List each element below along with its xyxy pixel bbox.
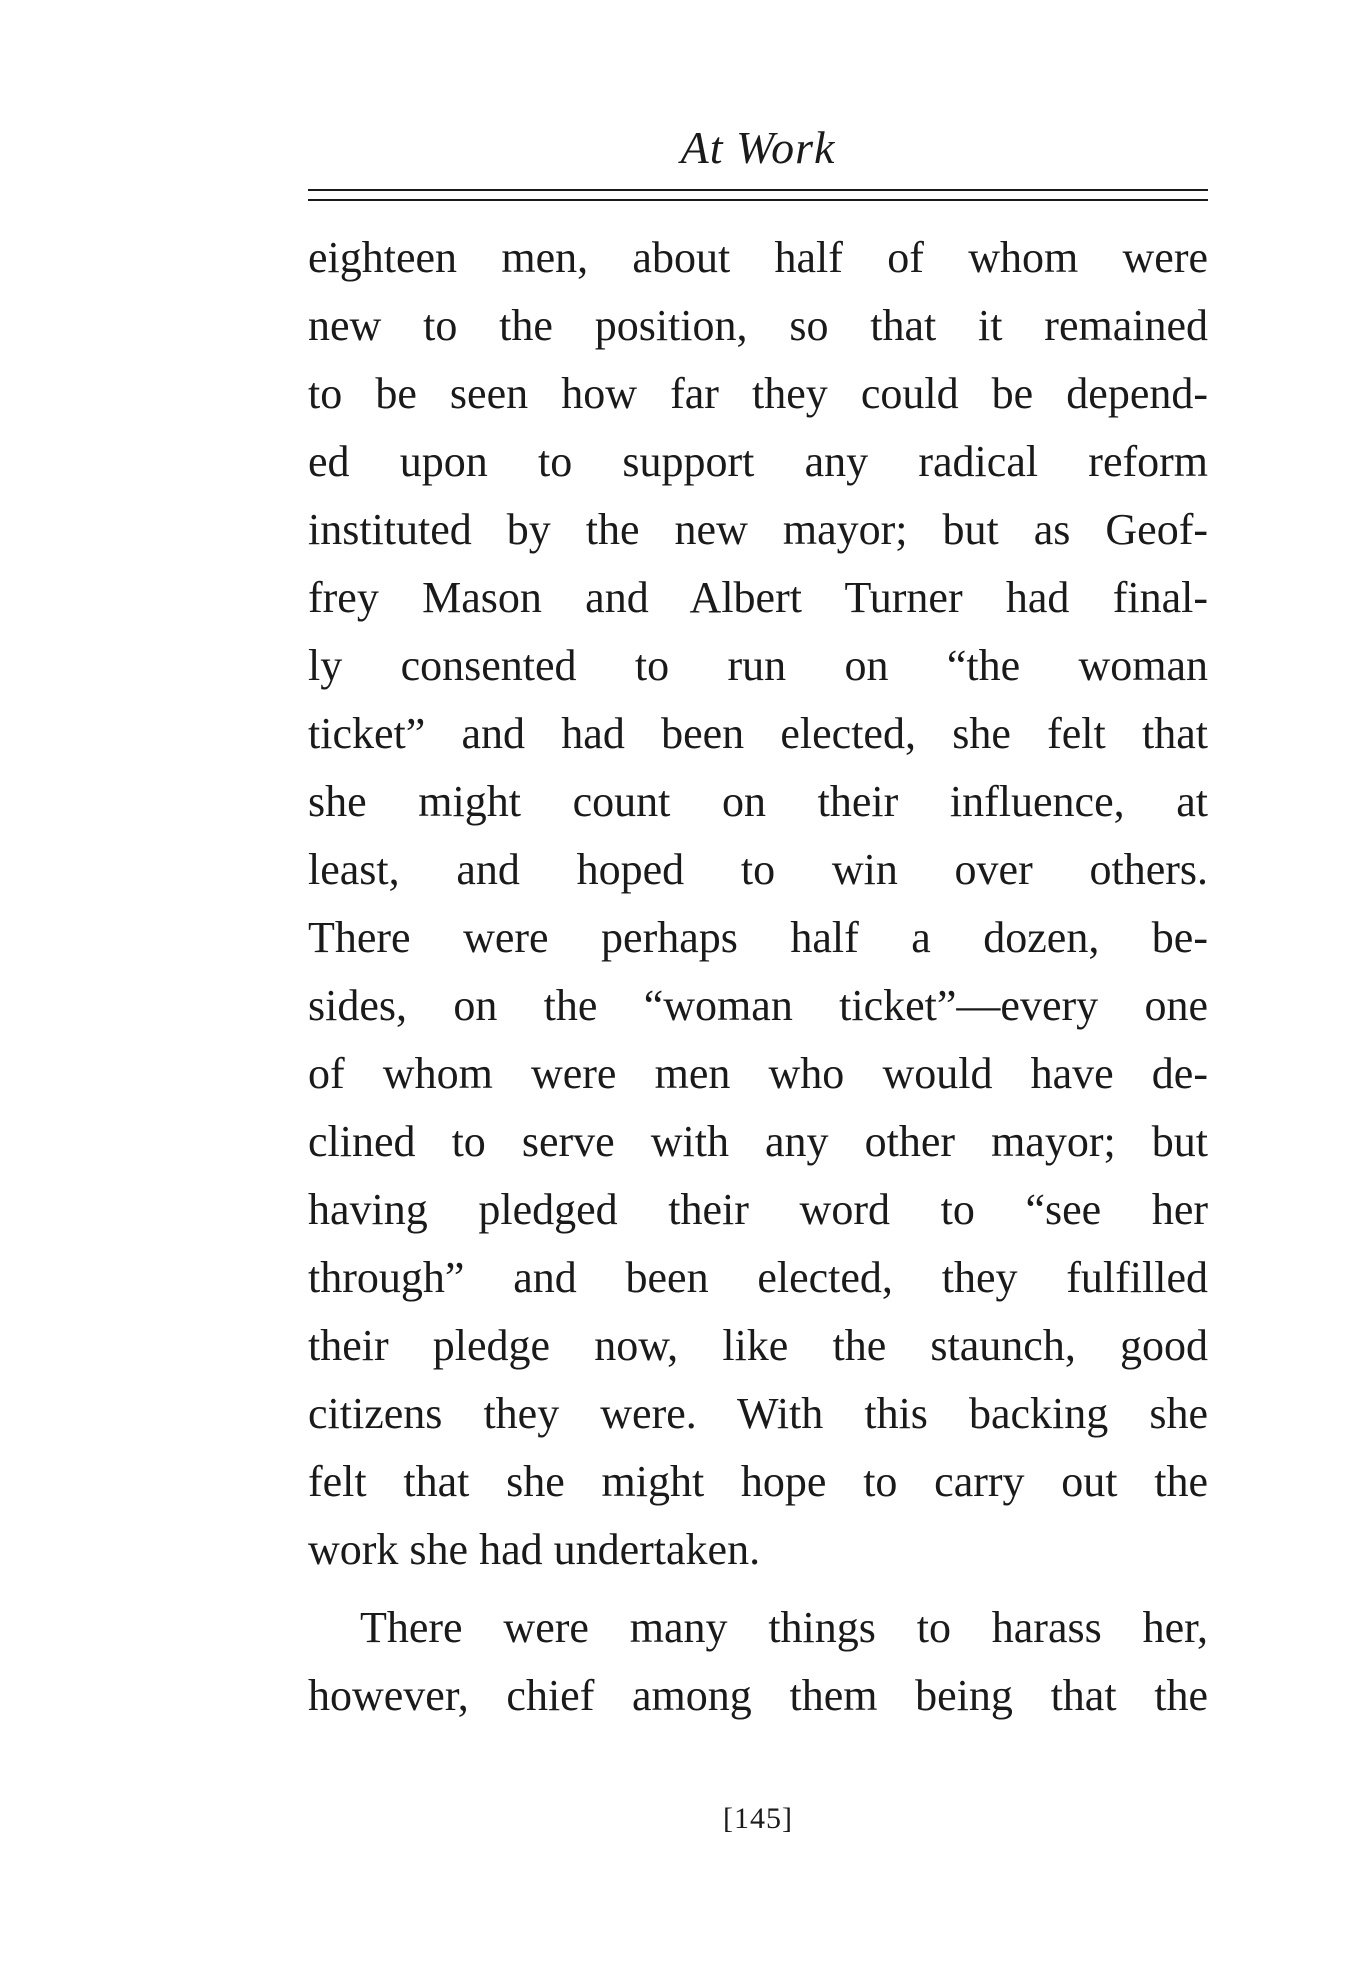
text-line: of whom were men who would have de- bbox=[308, 1049, 1208, 1098]
text-line: eighteen men, about half of whom were bbox=[308, 233, 1208, 282]
page-number: [145] bbox=[723, 1802, 793, 1835]
body-text bbox=[308, 224, 1208, 1730]
text-line: clined to serve with any other mayor; but bbox=[308, 1117, 1208, 1166]
text-line: frey Mason and Albert Turner had final- bbox=[308, 573, 1208, 622]
text-line: citizens they were. With this backing she bbox=[308, 1389, 1208, 1438]
paragraph-1 bbox=[308, 224, 1208, 1584]
running-head: At Work bbox=[680, 122, 836, 173]
text-line: least, and hoped to win over others. bbox=[308, 845, 1208, 894]
text-line: ed upon to support any radical reform bbox=[308, 437, 1208, 486]
text-line: instituted by the new mayor; but as Geof- bbox=[308, 505, 1208, 554]
text-line: new to the position, so that it remained bbox=[308, 301, 1208, 350]
paragraph-2 bbox=[308, 1594, 1208, 1730]
text-line: There were perhaps half a dozen, be- bbox=[308, 913, 1208, 962]
header-rule-top bbox=[308, 189, 1208, 191]
text-line: their pledge now, like the staunch, good bbox=[308, 1321, 1208, 1370]
text-line: however, chief among them being that the bbox=[308, 1671, 1208, 1720]
text-line: felt that she might hope to carry out the bbox=[308, 1457, 1208, 1506]
text-line: she might count on their influence, at bbox=[308, 777, 1208, 826]
paragraph-gap bbox=[308, 1584, 1208, 1594]
text-line: sides, on the “woman ticket”—every one bbox=[308, 981, 1208, 1030]
text-line: There were many things to harass her, bbox=[360, 1603, 1208, 1652]
text-line: ly consented to run on “the woman bbox=[308, 641, 1208, 690]
text-line: through” and been elected, they fulfilled bbox=[308, 1253, 1208, 1302]
text-line: to be seen how far they could be depend- bbox=[308, 369, 1208, 418]
text-line: ticket” and had been elected, she felt that bbox=[308, 709, 1208, 758]
text-line: having pledged their word to “see her bbox=[308, 1185, 1208, 1234]
header-rule-bottom bbox=[308, 199, 1208, 201]
text-line: work she had undertaken. bbox=[308, 1525, 761, 1574]
